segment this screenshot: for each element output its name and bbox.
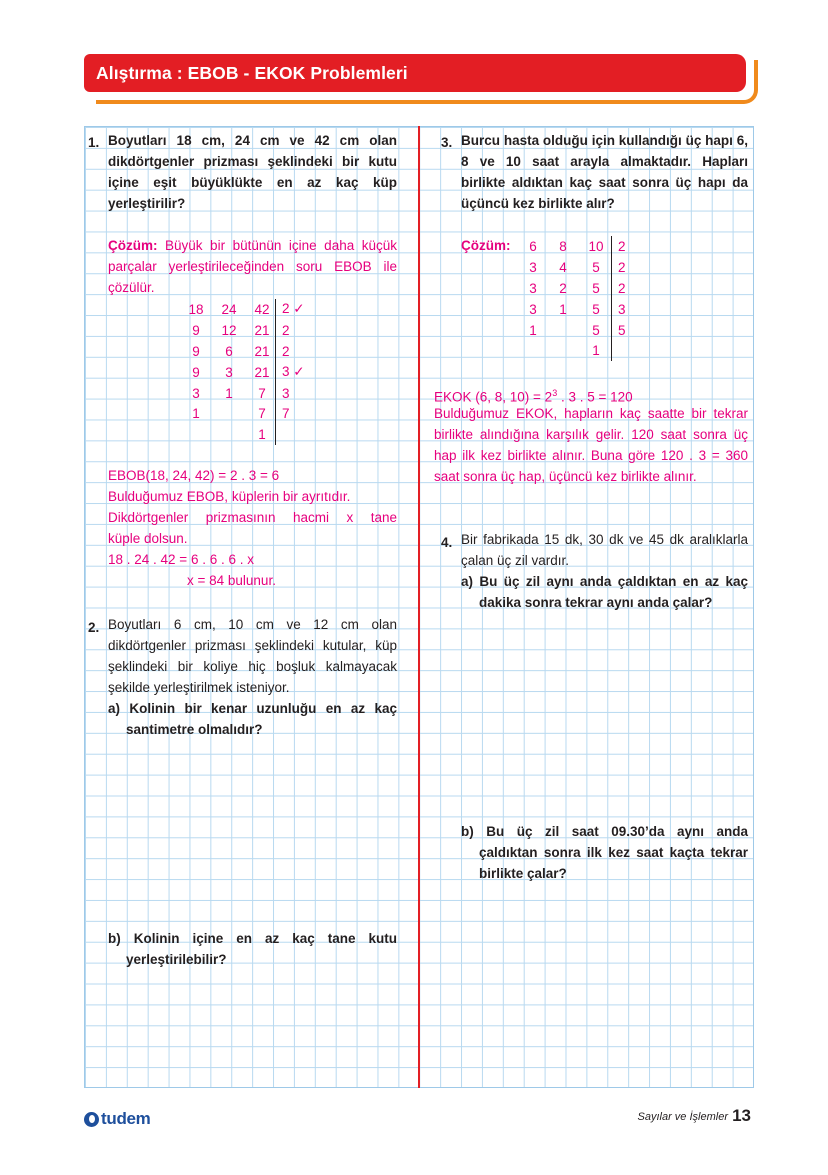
tudem-logo (84, 1108, 151, 1130)
q1-cell: 9 (192, 364, 200, 380)
logo-icon (84, 1112, 99, 1127)
q1-divisor: 3 (276, 383, 313, 404)
footer-section: Sayılar ve İşlemler (637, 1111, 728, 1123)
q3-divisor: 3 (612, 299, 643, 320)
q3-divisor: 5 (612, 320, 643, 341)
q3-cell: 1 (559, 301, 567, 317)
q1-result-line: Dikdörtgenler prizmasının hacmi x tane (108, 510, 397, 525)
q1-cell: 6 (225, 343, 233, 359)
q1-cell: 18 (188, 301, 204, 317)
q4-part-a: a) Bu üç zil aynı anda çaldıktan en az kaç dakika sonra tekrar aynı anda çalar? (461, 574, 748, 610)
q3-division-table (521, 236, 642, 361)
q1-cell: 3 (192, 385, 200, 401)
q3-divisor: 2 (612, 278, 643, 299)
q3-cell: 4 (559, 259, 567, 275)
q1-result-line: küple dolsun. (108, 531, 188, 546)
q3-cell: 2 (559, 280, 567, 296)
column-divider (418, 126, 420, 1088)
q1-cell: 21 (254, 322, 270, 338)
q1-cell: 24 (221, 301, 237, 317)
q2-number: 2. (88, 620, 100, 635)
q1-cell (209, 424, 249, 445)
q1-cell: 1 (192, 406, 200, 422)
q1-solution-label: Çözüm: (108, 238, 158, 253)
q1-cell: 3 (225, 364, 233, 380)
q3-number: 3. (441, 135, 453, 150)
q3-cell: 3 (529, 259, 537, 275)
q1-result-line: Bulduğumuz EBOB, küplerin bir ayrıtıdır. (108, 489, 351, 504)
q1-division-table (183, 299, 312, 445)
q1-divisor: 2 ✓ (276, 299, 313, 320)
q3-explanation: Bulduğumuz EKOK, hapların kaç saatte bir tekrar birlikte alındığına karşılık gelir. 120 saat sonra üç hap ilk kez birlikte alınır. Buna göre 120 . 3 = 360 saat sonra üç hap, üçüncü kez birlikte alınır. (434, 406, 748, 484)
q3-cell: 3 (529, 280, 537, 296)
q1-result-equation: 18 . 24 . 42 = 6 . 6 . 6 . x (108, 552, 254, 567)
q1-cell: 12 (221, 322, 237, 338)
q3-cell (545, 320, 581, 341)
q3-cell (545, 340, 581, 361)
q3-cell: 5 (592, 322, 600, 338)
q1-cell: 1 (258, 427, 266, 443)
q1-cell (209, 403, 249, 424)
q3-cell: 1 (592, 343, 600, 359)
q2-text: Boyutları 6 cm, 10 cm ve 12 cm olan dikdörtgenler prizması şeklindeki kutular, küp şeklindeki bir koliye hiç boşluk kalmayacak şekilde yerleştirilmek isteniyor. (108, 617, 397, 695)
q3-cell: 1 (529, 322, 537, 338)
title-banner (84, 54, 746, 92)
q1-solution (108, 236, 397, 299)
q3-divisor: 2 (612, 257, 643, 278)
q1-cell: 9 (192, 343, 200, 359)
q1-divisor: 7 (276, 403, 313, 424)
q1-divisor: 2 (276, 320, 313, 341)
q1-cell: 9 (192, 322, 200, 338)
q2-part-b: b) Kolinin içine en az kaç tane kutu yerleştirilebilir? (108, 931, 397, 967)
q1-cell: 21 (254, 364, 270, 380)
q1-cell (183, 424, 209, 445)
q3-cell: 5 (592, 301, 600, 317)
q4-text: Bir fabrikada 15 dk, 30 dk ve 45 dk aralıklarla çalan üç zil vardır. (461, 532, 748, 568)
q4-part-b: b) Bu üç zil saat 09.30’da aynı anda çaldıktan sonra ilk kez saat kaçta tekrar birlikte çalar? (461, 824, 748, 881)
q3-ekok-suffix: . 3 . 5 = 120 (557, 389, 633, 405)
q1-cell: 42 (254, 301, 270, 317)
q4-number: 4. (441, 535, 453, 550)
q3-cell: 10 (588, 238, 604, 254)
page-title: Alıştırma : EBOB - EKOK Problemleri (96, 62, 408, 83)
q1-cell: 7 (258, 406, 266, 422)
q2-part-a: a) Kolinin bir kenar uzunluğu en az kaç santimetre olmalıdır? (108, 701, 397, 737)
q3-cell: 5 (592, 259, 600, 275)
q3-text: Burcu hasta olduğu için kullandığı üç hapı 6, 8 ve 10 saat arayla almaktadır. Hapları birlikte aldıktan kaç saat sonra üç hapı da üçüncü kez birlikte alır? (461, 133, 748, 211)
q1-divisor: 3 ✓ (276, 362, 313, 383)
q3-cell: 5 (592, 280, 600, 296)
q1-text: Boyutları 18 cm, 24 cm ve 42 cm olan dikdörtgenler prizması şeklindeki bir kutu içine eşit büyüklükte en az kaç küp yerleştirilir? (108, 133, 397, 211)
q1-number: 1. (88, 135, 100, 150)
q3-divisor (612, 340, 643, 361)
q3-ekok-prefix: EKOK (6, 8, 10) = 2 (434, 389, 553, 405)
logo-text: tudem (101, 1109, 151, 1128)
q3-divisor: 2 (612, 236, 643, 257)
q1-cell: 21 (254, 343, 270, 359)
q1-divisor: 2 (276, 341, 313, 362)
q1-solution-text: Büyük bir bütünün içine daha küçük parçalar yerleştirileceğinden soru EBOB ile çözülür. (108, 238, 397, 295)
q3-cell (521, 340, 545, 361)
q1-divisor (276, 424, 313, 445)
page-number: 13 (732, 1106, 751, 1125)
q1-result-answer: x = 84 bulunur. (187, 573, 276, 588)
q3-cell: 3 (529, 301, 537, 317)
q3-cell: 8 (559, 238, 567, 254)
q3-ekok-exponent: 3 (552, 388, 558, 398)
q3-solution-label: Çözüm: (461, 238, 511, 253)
q1-result-ebob: EBOB(18, 24, 42) = 2 . 3 = 6 (108, 468, 280, 483)
q1-cell: 7 (258, 385, 266, 401)
q3-cell: 6 (529, 238, 537, 254)
q1-cell: 1 (225, 385, 233, 401)
